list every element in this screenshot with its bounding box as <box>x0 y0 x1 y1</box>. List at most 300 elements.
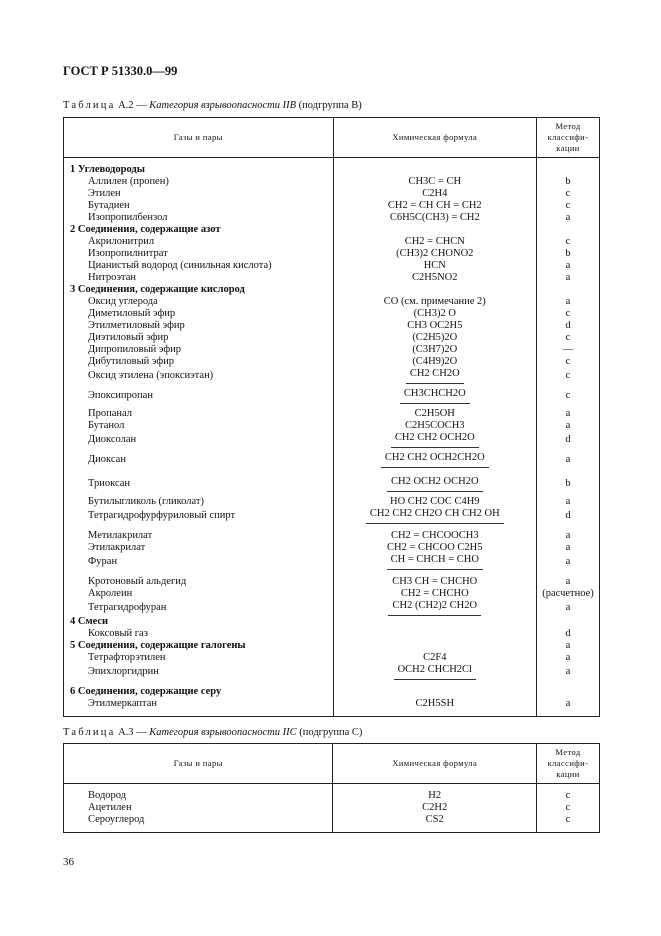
substance-name <box>64 508 334 524</box>
substance-name-text: Диоксолан <box>88 434 137 445</box>
substance-name-text: Дибутиловый эфир <box>88 356 175 367</box>
classification-method-text: c <box>565 814 571 825</box>
substance-name <box>64 432 334 448</box>
chemical-formula-text: (C4H9)2O <box>412 356 458 367</box>
chemical-formula <box>333 588 537 600</box>
classification-method-text: a <box>565 542 571 553</box>
classification-method <box>537 384 600 408</box>
substance-name-text: Изопропилнитрат <box>88 248 168 259</box>
substance-name <box>64 420 334 432</box>
chemical-formula-text: CH3 OC2H5 <box>407 320 463 331</box>
chemical-formula-text: OCH2 CHCH2Cl <box>394 664 476 680</box>
col-header-method: Метод классифи- кации <box>537 118 600 158</box>
classification-method <box>537 432 600 448</box>
classification-method <box>537 640 600 652</box>
classification-method <box>537 368 600 384</box>
chemical-formula <box>333 542 537 554</box>
group-row <box>64 616 600 628</box>
chemical-formula <box>333 432 537 448</box>
table-title: Категория взрывоопасности IIB <box>149 100 297 111</box>
classification-method-text: d <box>565 434 571 445</box>
chemical-formula <box>333 472 537 496</box>
table-row <box>64 508 600 524</box>
chemical-formula-text: C2H2 <box>422 802 448 813</box>
substance-name <box>64 248 334 260</box>
substance-name-text: Сероуглерод <box>88 814 145 825</box>
chemical-formula <box>333 790 537 802</box>
chemical-formula <box>333 408 537 420</box>
chemical-formula-text: CH3 CH = CHCHO <box>392 576 478 587</box>
classification-method-text: a <box>565 272 571 283</box>
substance-name <box>64 530 334 542</box>
substance-name-text: Этилен <box>88 188 121 199</box>
chemical-formula <box>333 356 537 368</box>
chemical-formula-text: CH3C = CH <box>408 176 462 187</box>
substance-name <box>64 212 334 224</box>
substance-name <box>64 200 334 212</box>
substance-name-text: Аллилен (пропен) <box>88 176 169 187</box>
chemical-formula <box>333 554 537 570</box>
classification-method <box>537 188 600 200</box>
table-row <box>64 260 600 272</box>
classification-method <box>537 616 600 628</box>
substance-name-text: Диэтиловый эфир <box>88 332 169 343</box>
table-a3-caption <box>63 727 362 738</box>
substance-name <box>64 628 334 640</box>
chemical-formula-text: CH2 = CHCN <box>404 236 465 247</box>
substance-name <box>64 308 334 320</box>
classification-method <box>537 248 600 260</box>
substance-name-text: Ацетилен <box>88 802 132 813</box>
chemical-formula <box>333 296 537 308</box>
substance-name <box>64 698 334 710</box>
substance-name-text: Оксид углерода <box>88 296 158 307</box>
chemical-formula <box>333 188 537 200</box>
substance-name <box>64 188 334 200</box>
chemical-formula-text: (CH3)2 O <box>413 308 456 319</box>
substance-name <box>64 576 334 588</box>
substance-name-text: Водород <box>88 790 127 801</box>
table-a2 <box>63 117 600 717</box>
table-row <box>64 554 600 570</box>
chemical-formula <box>333 420 537 432</box>
classification-method-text: c <box>565 790 571 801</box>
substance-name <box>64 814 333 826</box>
col-header-gases: Газы и пары <box>64 118 334 158</box>
chemical-formula-text: HO CH2 COC C4H9 <box>390 496 480 507</box>
classification-method-text: a <box>565 496 571 507</box>
substance-name <box>64 272 334 284</box>
classification-method <box>537 284 600 296</box>
classification-method-text: a <box>565 556 571 567</box>
chemical-formula-text: CH = CHCH = CHO <box>387 554 483 570</box>
substance-name-text: Метилакрилат <box>88 530 153 541</box>
chemical-formula <box>333 384 537 408</box>
substance-name-text: Коксовый газ <box>88 628 148 639</box>
table-title: Категория взрывоопасности IIC <box>149 727 297 738</box>
substance-name <box>64 652 334 664</box>
substance-name-text: Фуран <box>88 556 118 567</box>
chemical-formula-text: C2H5COCH3 <box>405 420 465 431</box>
chemical-formula-text: CH2 CH2O <box>406 368 464 384</box>
substance-name-text: Бутилыгликоль (гликолат) <box>88 496 205 507</box>
classification-method <box>537 356 600 368</box>
substance-name <box>64 356 334 368</box>
substance-name <box>64 384 334 408</box>
classification-method-text: c <box>565 308 571 319</box>
group-row <box>64 284 600 296</box>
table-subtitle: (подгруппа В) <box>298 100 362 111</box>
chemical-formula <box>333 600 537 616</box>
table-row <box>64 530 600 542</box>
classification-method-text: a <box>565 602 571 613</box>
classification-method <box>537 576 600 588</box>
substance-name-text: Тетрагидрофуран <box>88 602 167 613</box>
substance-name <box>64 496 334 508</box>
chemical-formula-text: CH2 CH2 OCH2O <box>391 432 479 448</box>
table-row <box>64 652 600 664</box>
substance-name-text: Пропанал <box>88 408 132 419</box>
classification-method-text: — <box>562 344 574 355</box>
substance-name-text: Этилакрилат <box>88 542 146 553</box>
classification-method <box>537 508 600 524</box>
substance-name <box>64 448 334 472</box>
substance-name-text: Триоксан <box>88 478 131 489</box>
classification-method-text: a <box>565 260 571 271</box>
classification-method-text: a <box>565 652 571 663</box>
table-row <box>64 576 600 588</box>
group-name-text: 1 Углеводороды <box>70 164 145 175</box>
classification-method-text: a <box>565 666 571 677</box>
classification-method-text: d <box>565 628 571 639</box>
classification-method <box>537 530 600 542</box>
substance-name <box>64 236 334 248</box>
chemical-formula <box>333 176 537 188</box>
chemical-formula-text: C2H5OH <box>414 408 455 419</box>
table-row <box>64 176 600 188</box>
chemical-formula <box>333 530 537 542</box>
chemical-formula-text: CH2 = CHCOO C2H5 <box>387 542 483 553</box>
substance-name <box>64 296 334 308</box>
chemical-formula <box>333 260 537 272</box>
classification-method-text: c <box>565 188 571 199</box>
table-row <box>64 332 600 344</box>
classification-method <box>537 200 600 212</box>
classification-method-text: b <box>565 248 571 259</box>
classification-method <box>537 164 600 176</box>
substance-name <box>64 542 334 554</box>
chemical-formula-text: (C2H5)2O <box>412 332 458 343</box>
group-name <box>64 640 334 652</box>
chemical-formula <box>333 616 537 628</box>
group-name-text: 6 Соединения, содержащие серу <box>70 686 222 697</box>
substance-name <box>64 802 333 814</box>
substance-name <box>64 600 334 616</box>
table-row <box>64 472 600 496</box>
chemical-formula <box>333 164 537 176</box>
chemical-formula-text: C2F4 <box>423 652 447 663</box>
chemical-formula-text: C2H5NO2 <box>412 272 458 283</box>
substance-name-text: Диоксан <box>88 454 126 465</box>
chemical-formula <box>333 814 537 826</box>
chemical-formula <box>333 576 537 588</box>
table-row <box>64 200 600 212</box>
classification-method <box>537 664 600 680</box>
classification-method-text: c <box>565 332 571 343</box>
substance-name-text: Эпоксипропан <box>88 390 153 401</box>
table-row <box>64 802 600 814</box>
classification-method-text: c <box>565 802 571 813</box>
chemical-formula <box>333 640 537 652</box>
chemical-formula-text: C2H5SH <box>415 698 455 709</box>
classification-method-text: b <box>565 478 571 489</box>
table-row <box>64 664 600 680</box>
table-row <box>64 272 600 284</box>
table-row <box>64 344 600 356</box>
chemical-formula <box>333 284 537 296</box>
substance-name-text: Тетрафторэтилен <box>88 652 166 663</box>
col-header-method: Метод классифи- кации <box>537 744 600 784</box>
chemical-formula-text: CH2 = CHCHO <box>400 588 469 599</box>
classification-method <box>537 448 600 472</box>
classification-method-text: d <box>565 510 571 521</box>
chemical-formula <box>333 664 537 680</box>
chemical-formula <box>333 628 537 640</box>
group-row <box>64 686 600 698</box>
group-name <box>64 284 334 296</box>
substance-name-text: Тетрагидрофурфуриловый спирт <box>88 510 236 521</box>
classification-method <box>537 236 600 248</box>
classification-method-text: a <box>565 576 571 587</box>
classification-method <box>537 420 600 432</box>
substance-name-text: Кротоновый альдегид <box>88 576 187 587</box>
substance-name-text: Диметиловый эфир <box>88 308 176 319</box>
classification-method <box>537 344 600 356</box>
group-row <box>64 164 600 176</box>
group-name-text: 2 Соединения, содержащие азот <box>70 224 221 235</box>
chemical-formula-text: CH2 = CH CH = CH2 <box>387 200 482 211</box>
classification-method <box>537 698 600 710</box>
table-row <box>64 320 600 332</box>
table-row <box>64 212 600 224</box>
chemical-formula-text: CH2 CH2 CH2O CH CH2 OH <box>366 508 504 524</box>
col-header-formula: Химическая формула <box>333 118 537 158</box>
classification-method <box>537 814 600 826</box>
col-header-formula: Химическая формула <box>333 744 537 784</box>
classification-method-text: d <box>565 320 571 331</box>
substance-name <box>64 664 334 680</box>
chemical-formula <box>333 320 537 332</box>
chemical-formula-text: C6H5C(CH3) = CH2 <box>389 212 480 223</box>
chemical-formula <box>333 496 537 508</box>
chemical-formula-text: CS2 <box>425 814 444 825</box>
classification-method-text: a <box>565 454 571 465</box>
substance-name-text: Акрилонитрил <box>88 236 155 247</box>
substance-name-text: Оксид этилена (эпоксиэтан) <box>88 370 214 381</box>
chemical-formula-text: CO (см. примечание 2) <box>383 296 486 307</box>
table-row <box>64 420 600 432</box>
classification-method-text: a <box>565 408 571 419</box>
classification-method <box>537 802 600 814</box>
table-row <box>64 236 600 248</box>
classification-method <box>537 260 600 272</box>
table-row <box>64 448 600 472</box>
substance-name <box>64 260 334 272</box>
substance-name <box>64 332 334 344</box>
chemical-formula <box>333 332 537 344</box>
substance-name-text: Этилметиловый эфир <box>88 320 185 331</box>
classification-method-text: a <box>565 530 571 541</box>
table-row <box>64 600 600 616</box>
substance-name <box>64 472 334 496</box>
table-row <box>64 698 600 710</box>
substance-name-text: Эпихлоргидрин <box>88 666 159 677</box>
classification-method <box>537 224 600 236</box>
table-number: А.3 — <box>118 727 147 738</box>
table-row <box>64 408 600 420</box>
group-row <box>64 224 600 236</box>
chemical-formula <box>333 344 537 356</box>
classification-method <box>537 790 600 802</box>
group-name <box>64 224 334 236</box>
substance-name <box>64 344 334 356</box>
chemical-formula <box>333 802 537 814</box>
classification-method-text: b <box>565 176 571 187</box>
classification-method <box>537 554 600 570</box>
substance-name <box>64 368 334 384</box>
classification-method-text: a <box>565 212 571 223</box>
classification-method <box>537 176 600 188</box>
table-row <box>64 296 600 308</box>
classification-method-text: c <box>565 370 571 381</box>
chemical-formula-text: CH3CHCH2O <box>400 388 470 404</box>
table-row <box>64 496 600 508</box>
substance-name-text: Акролеин <box>88 588 133 599</box>
table-row <box>64 432 600 448</box>
substance-name-text: Нитроэтан <box>88 272 137 283</box>
classification-method <box>537 332 600 344</box>
chemical-formula <box>333 308 537 320</box>
chemical-formula <box>333 698 537 710</box>
chemical-formula <box>333 686 537 698</box>
substance-name-text: Цианистый водород (синильная кислота) <box>88 260 272 271</box>
table-row <box>64 790 600 802</box>
table-row <box>64 188 600 200</box>
classification-method <box>537 652 600 664</box>
classification-method <box>537 628 600 640</box>
classification-method <box>537 472 600 496</box>
chemical-formula <box>333 236 537 248</box>
classification-method <box>537 542 600 554</box>
chemical-formula-text: CH2 CH2 OCH2CH2O <box>381 452 489 468</box>
classification-method <box>537 496 600 508</box>
table-subtitle: (подгруппа С) <box>299 727 363 738</box>
table-row <box>64 308 600 320</box>
group-name-text: 4 Смеси <box>70 616 109 627</box>
group-name <box>64 616 334 628</box>
chemical-formula <box>333 224 537 236</box>
chemical-formula <box>333 272 537 284</box>
classification-method-text: a <box>565 296 571 307</box>
chemical-formula-text: CH2 (CH2)2 CH2O <box>388 600 481 616</box>
classification-method-text: a <box>565 698 571 709</box>
group-name <box>64 686 334 698</box>
group-name-text: 5 Соединения, содержащие галогены <box>70 640 246 651</box>
chemical-formula <box>333 248 537 260</box>
chemical-formula <box>333 200 537 212</box>
table-row <box>64 588 600 600</box>
table-row <box>64 368 600 384</box>
classification-method-text: c <box>565 236 571 247</box>
table-number: А.2 — <box>118 100 147 111</box>
substance-name-text: Бутадиен <box>88 200 130 211</box>
classification-method <box>537 296 600 308</box>
chemical-formula-text: CH2 OCH2 OCH2O <box>387 476 483 492</box>
table-a3 <box>63 743 600 833</box>
col-header-gases: Газы и пары <box>64 744 333 784</box>
chemical-formula-text: C2H4 <box>422 188 448 199</box>
substance-name <box>64 588 334 600</box>
chemical-formula-text: CH2 = CHCOOCH3 <box>390 530 479 541</box>
standard-header: ГОСТ Р 51330.0—99 <box>63 64 178 78</box>
table-row <box>64 814 600 826</box>
chemical-formula <box>333 652 537 664</box>
table-row <box>64 542 600 554</box>
classification-method <box>537 600 600 616</box>
chemical-formula <box>333 448 537 472</box>
classification-method <box>537 308 600 320</box>
classification-method <box>537 588 600 600</box>
table-a2-caption <box>63 100 362 111</box>
substance-name <box>64 320 334 332</box>
chemical-formula-text: (CH3)2 CHONO2 <box>396 248 474 259</box>
group-name-text: 3 Соединения, содержащие кислород <box>70 284 245 295</box>
table-row <box>64 384 600 408</box>
classification-method <box>537 320 600 332</box>
chemical-formula-text: HCN <box>423 260 446 271</box>
table-row <box>64 356 600 368</box>
spacer-row <box>64 710 600 717</box>
classification-method <box>537 408 600 420</box>
classification-method <box>537 212 600 224</box>
substance-name-text: Дипропиловый эфир <box>88 344 182 355</box>
classification-method <box>537 686 600 698</box>
chemical-formula <box>333 212 537 224</box>
spacer-row <box>64 826 600 833</box>
substance-name <box>64 554 334 570</box>
table-row <box>64 628 600 640</box>
group-name <box>64 164 334 176</box>
chemical-formula-text: (C3H7)2O <box>412 344 458 355</box>
classification-method-text: c <box>565 390 571 401</box>
substance-name-text: Этилмеркаптан <box>88 698 158 709</box>
classification-method-text: c <box>565 200 571 211</box>
table-row <box>64 248 600 260</box>
classification-method <box>537 272 600 284</box>
chemical-formula-text: H2 <box>428 790 442 801</box>
substance-name-text: Бутанол <box>88 420 125 431</box>
classification-method-text: c <box>565 356 571 367</box>
table-label: Таблица <box>63 100 116 111</box>
substance-name <box>64 176 334 188</box>
group-row <box>64 640 600 652</box>
table-label: Таблица <box>63 727 116 738</box>
substance-name <box>64 408 334 420</box>
classification-method-text: a <box>565 640 571 651</box>
classification-method-text: a <box>565 420 571 431</box>
chemical-formula <box>333 508 537 524</box>
page-number: 36 <box>63 856 74 868</box>
